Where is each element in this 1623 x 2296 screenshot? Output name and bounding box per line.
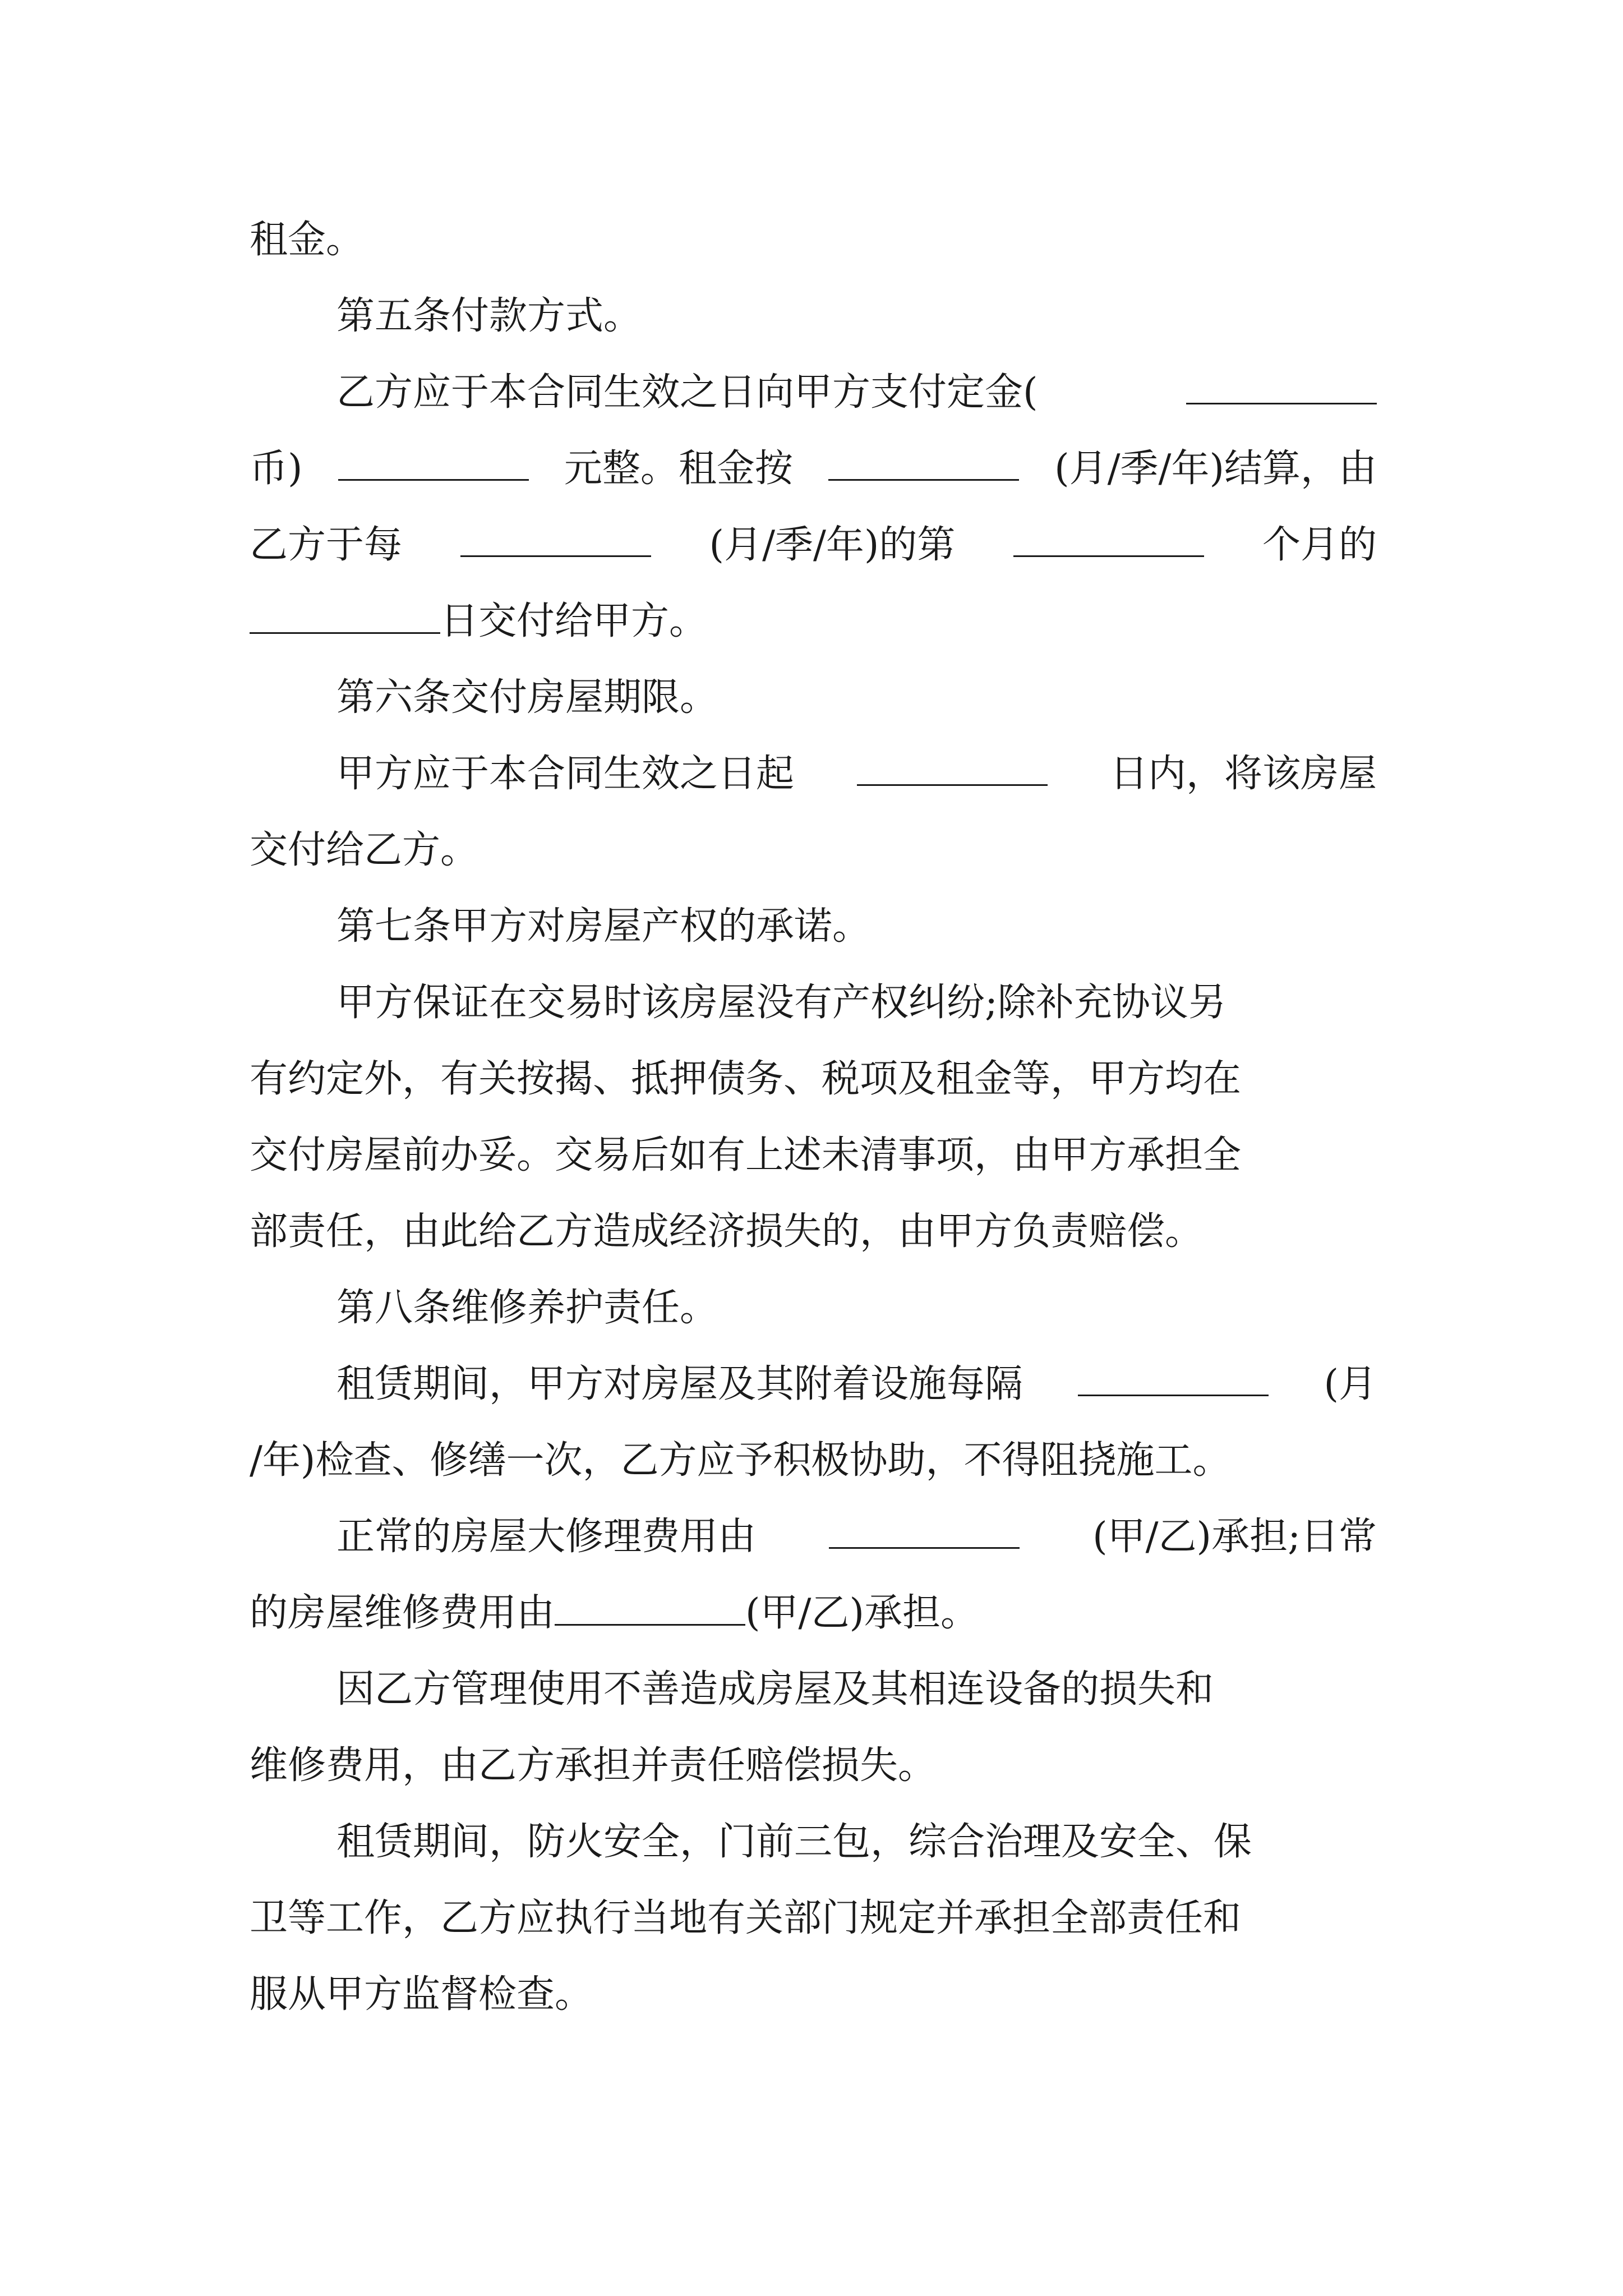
text-segment: 元整。租金按 <box>564 447 793 491</box>
line-19 <box>250 1591 979 1636</box>
text-segment: 租赁期间，甲方对房屋及其附着设施每隔 <box>336 1362 1023 1406</box>
text-segment: 第五条付款方式。 <box>336 294 642 338</box>
line-13 <box>250 1133 1377 1178</box>
fill-in-blank[interactable] <box>1013 523 1204 557</box>
fill-in-blank[interactable] <box>250 600 440 634</box>
text-segment: 甲方应于本合同生效之日起 <box>336 752 795 796</box>
line-24 <box>250 1972 593 2017</box>
text-segment: 日内，将该房屋 <box>1109 752 1377 796</box>
text-segment: 日交付给甲方。 <box>440 599 708 643</box>
line-21 <box>250 1743 936 1788</box>
text-segment: (甲/乙)承担。 <box>745 1591 979 1635</box>
text-segment: 维修费用，由乙方承担并责任赔偿损失。 <box>250 1743 937 1788</box>
text-segment: (月/季/年)的第 <box>709 523 956 567</box>
text-segment: 有约定外，有关按揭、抵押债务、税项及租金等，甲方均在 <box>250 1057 1242 1101</box>
text-segment: 租赁期间，防火安全，门前三包，综合治理及安全、保 <box>336 1820 1252 1864</box>
heading-article-5 <box>336 294 642 339</box>
line-8 <box>336 752 1377 797</box>
line-1 <box>250 218 364 263</box>
line-3 <box>336 370 1377 415</box>
text-segment: 甲方保证在交易时该房屋没有产权纠纷;除补充协议另 <box>336 981 1227 1025</box>
fill-in-blank[interactable] <box>338 447 529 481</box>
line-9 <box>250 828 478 873</box>
line-14 <box>250 1209 1203 1254</box>
text-segment: 个月的 <box>1262 523 1377 567</box>
line-12 <box>250 1057 1377 1102</box>
line-5 <box>250 523 1377 568</box>
text-segment: (甲/乙)承担;日常 <box>1092 1515 1377 1559</box>
heading-article-8 <box>336 1286 718 1331</box>
text-segment: 正常的房屋大修理费用由 <box>336 1515 757 1559</box>
text-segment: 第六条交付房屋期限。 <box>336 675 718 720</box>
text-segment: 乙方应于本合同生效之日向甲方支付定金( <box>336 370 1038 415</box>
fill-in-blank[interactable] <box>828 447 1019 481</box>
text-segment: 第八条维修养护责任。 <box>336 1286 718 1330</box>
fill-in-blank[interactable] <box>829 1515 1020 1549</box>
line-11 <box>336 981 1377 1025</box>
line-16 <box>336 1362 1377 1407</box>
line-4 <box>250 447 1377 491</box>
line-20 <box>336 1667 1377 1712</box>
line-18 <box>336 1515 1377 1559</box>
text-segment: (月/季/年)结算，由 <box>1054 447 1377 491</box>
line-23 <box>250 1896 1377 1941</box>
fill-in-blank[interactable] <box>1186 370 1377 404</box>
text-segment: 租金。 <box>250 218 365 262</box>
text-segment: 卫等工作，乙方应执行当地有关部门规定并承担全部责任和 <box>250 1896 1242 1940</box>
fill-in-blank[interactable] <box>555 1591 745 1626</box>
line-6 <box>250 599 707 644</box>
text-segment: 交付房屋前办妥。交易后如有上述未清事项，由甲方承担全 <box>250 1133 1242 1177</box>
text-segment: 因乙方管理使用不善造成房屋及其相连设备的损失和 <box>336 1667 1214 1711</box>
line-22 <box>336 1820 1377 1865</box>
text-segment: (月 <box>1324 1362 1377 1406</box>
heading-article-7 <box>336 904 870 949</box>
line-17 <box>250 1438 1230 1483</box>
fill-in-blank[interactable] <box>857 752 1048 786</box>
heading-article-6 <box>336 675 718 720</box>
fill-in-blank[interactable] <box>460 523 651 557</box>
text-segment: 第七条甲方对房屋产权的承诺。 <box>336 904 871 949</box>
fill-in-blank[interactable] <box>1078 1362 1269 1396</box>
text-segment: /年)检查、修缮一次，乙方应予积极协助，不得阻挠施工。 <box>250 1438 1231 1483</box>
text-segment: 服从甲方监督检查。 <box>250 1972 593 2017</box>
text-segment: 币) <box>250 447 303 491</box>
text-segment: 交付给乙方。 <box>250 828 479 872</box>
text-segment: 部责任，由此给乙方造成经济损失的，由甲方负责赔偿。 <box>250 1209 1204 1254</box>
text-segment: 乙方于每 <box>250 523 403 567</box>
text-segment: 的房屋维修费用由 <box>250 1591 555 1635</box>
